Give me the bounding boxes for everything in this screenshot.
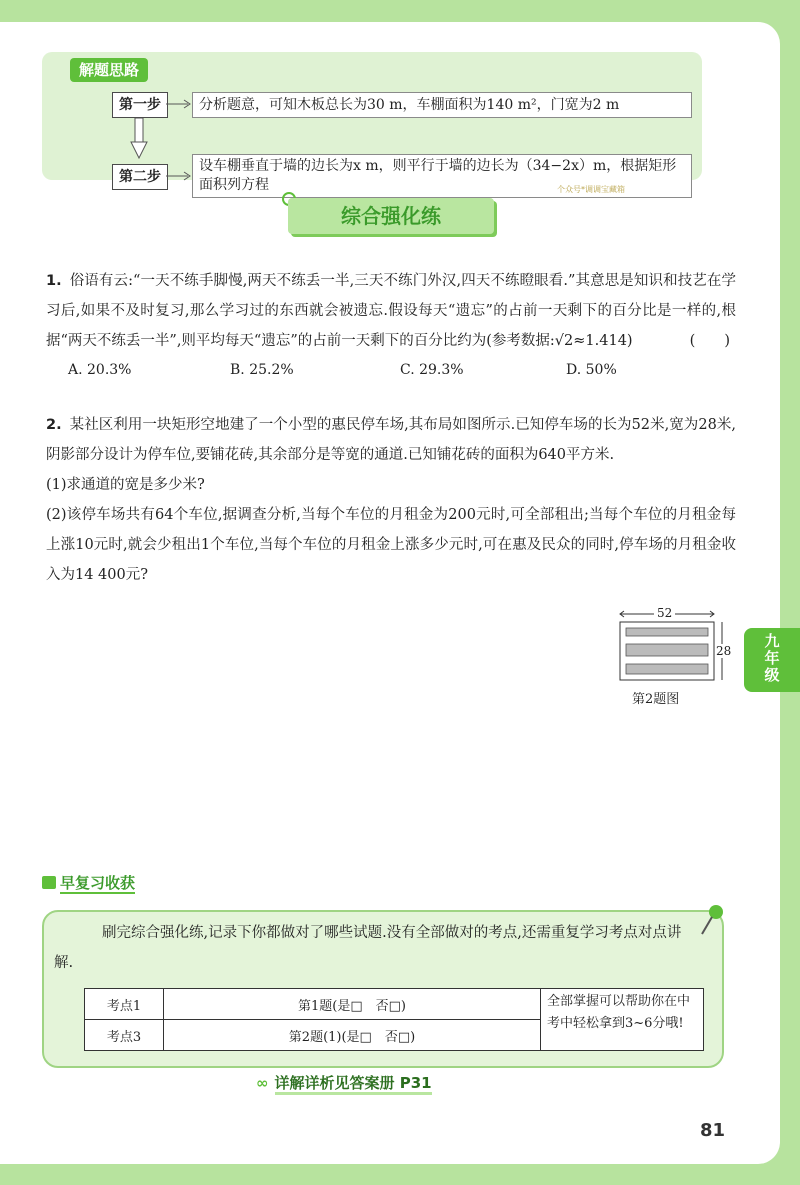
review-note: 全部掌握可以帮助你在中考中轻松拿到3~6分哦! [541, 989, 704, 1051]
question-1-number: 1. [46, 273, 62, 289]
table-row [85, 989, 704, 1020]
hint-label: 解题思路 [70, 58, 148, 82]
review-table [84, 988, 704, 1051]
grade-tab-line3: 级 [764, 666, 780, 684]
arrow-right-icon [166, 98, 194, 110]
option-c: C. 29.3% [400, 362, 464, 378]
review-point-1: 考点1 [85, 989, 164, 1020]
parking-figure [610, 604, 740, 707]
question-2-part2: (2)该停车场共有64个车位,据调查分析,当每个车位的月租金为200元时,可全部租出;当每个车位的月租金每上涨10元时,就会少租出1个车位,当每个车位的月租金上涨多少元时,可在惠及民众的同时,停车场的月租金收入为14 400元? [46, 507, 736, 583]
question-1-text: 俗语有云:“一天不练手脚慢,两天不练丢一半,三天不练门外汉,四天不练瞪眼看.”其意思是知识和技艺在学习后,如果不及时复习,那么学习过的东西就会被遗忘.假设每天“遗忘”的占前一天剩下的百分比是一样的,根据“两天不练丢一半”,则平均每天“遗忘”的占前一天剩下的百分比约为(参考数据:√2≈1.414) [46, 273, 736, 349]
link-icon: ∞ [256, 1074, 269, 1092]
step2-label: 第二步 [112, 164, 168, 190]
section-title: 综合强化练 [288, 198, 494, 234]
hint-box [42, 52, 702, 194]
review-item-1: 第1题(是□ 否□) [164, 989, 541, 1020]
review-item-2: 第2题(1)(是□ 否□) [164, 1020, 541, 1051]
step2-line2: 面积列方程 [199, 177, 269, 193]
option-a: A. 20.3% [68, 362, 132, 378]
review-box [42, 910, 724, 1068]
step2-text [192, 154, 692, 198]
answer-reference [256, 1072, 518, 1094]
arrow-right-icon [166, 170, 194, 182]
answer-reference-text: 详解详析见答案册 P31 [275, 1074, 432, 1095]
option-b: B. 25.2% [230, 362, 294, 378]
grade-tab-line2: 年 [764, 649, 780, 667]
review-heading-text: 早复习收获 [60, 874, 136, 892]
arrow-down-icon [130, 118, 148, 164]
review-heading [42, 872, 135, 893]
question-2-text: 某社区利用一块矩形空地建了一个小型的惠民停车场,其布局如图所示.已知停车场的长为52米,宽为28米,阴影部分设计为停车位,要铺花砖,其余部分是等宽的通道.已知铺花砖的面积为640平方米. [46, 417, 736, 463]
question-1 [46, 266, 736, 356]
gift-icon [42, 876, 56, 889]
review-point-3: 考点3 [85, 1020, 164, 1051]
step1-text: 分析题意，可知木板总长为30 m，车棚面积为140 m²，门宽为2 m [192, 92, 692, 118]
question-2-part1: (1)求通道的宽是多少米? [46, 477, 205, 493]
review-intro: 刷完综合强化练,记录下你都做对了哪些试题.没有全部做对的考点,还需重复学习考点对点讲解. [54, 925, 682, 971]
answer-bracket: ( ) [689, 333, 730, 349]
question-2-number: 2. [46, 417, 62, 433]
watermark: 个众号*调调宝藏箱 [557, 185, 625, 194]
figure-length-label: 52 [654, 606, 675, 620]
step1-label: 第一步 [112, 92, 168, 118]
grade-tab [744, 628, 800, 692]
figure-width-label: 28 [716, 644, 732, 658]
page-number: 81 [700, 1120, 726, 1141]
option-d: D. 50% [566, 362, 617, 378]
question-2 [46, 410, 736, 590]
step2-line1: 设车棚垂直于墙的边长为x m，则平行于墙的边长为（34−2x）m，根据矩形 [199, 158, 677, 174]
pushpin-icon [698, 902, 728, 938]
grade-tab-line1: 九 [764, 632, 780, 650]
figure-caption: 第2题图 [632, 692, 680, 707]
